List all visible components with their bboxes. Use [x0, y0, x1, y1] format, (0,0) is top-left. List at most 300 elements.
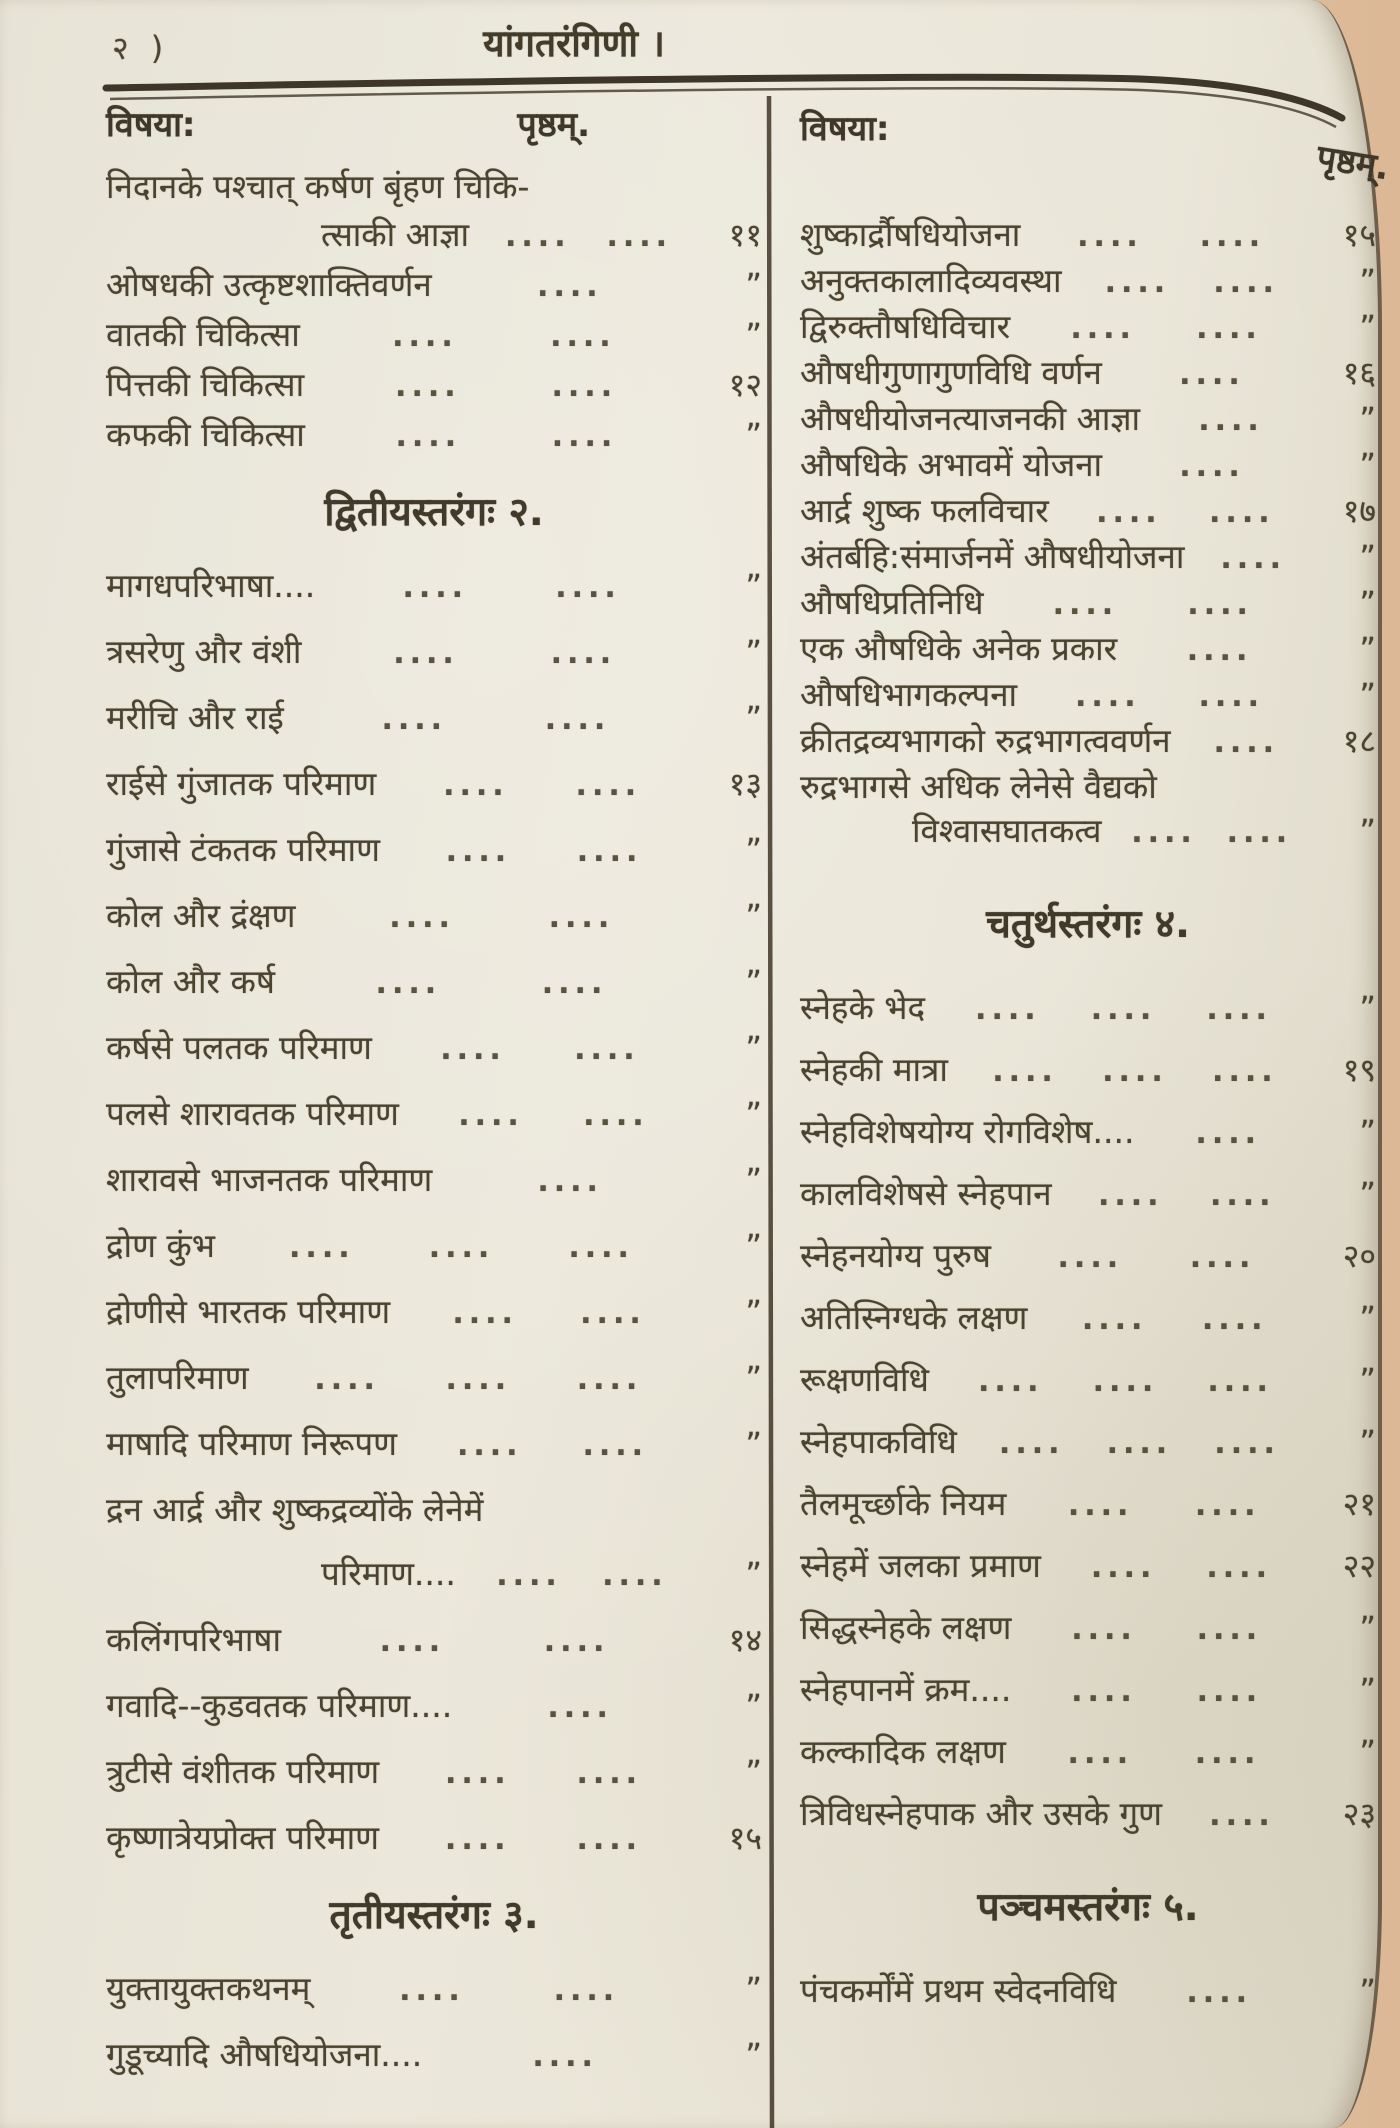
- leader-dots: ....: [1213, 265, 1279, 300]
- toc-entry: [800, 720, 1376, 764]
- dot-leader: [1052, 1175, 1322, 1217]
- entry-page-number: ”: [1359, 1972, 1376, 2010]
- dot-leader: [1011, 1609, 1322, 1651]
- leader-dots: ....: [1106, 1426, 1173, 1461]
- entry-page-number: ”: [1359, 812, 1376, 850]
- leader-dots: ....: [1209, 1798, 1275, 1833]
- dot-leader: [1049, 492, 1322, 534]
- dot-leader: [296, 895, 708, 941]
- leader-dots: ....: [1220, 541, 1286, 576]
- entry-title: स्नेहपानमें क्रम....: [800, 1670, 1012, 1709]
- leader-dots: ....: [532, 2039, 598, 2074]
- entry-page-number: ”: [745, 1555, 762, 1593]
- dot-leader: [948, 1051, 1322, 1093]
- dot-leader: [284, 697, 708, 743]
- subjects-heading: विषया:: [106, 105, 196, 145]
- entry-page-number: ”: [745, 1425, 762, 1463]
- entry-title: एक औषधिके अनेक प्रकार: [800, 629, 1118, 668]
- entry-page-number: ”: [1359, 400, 1376, 438]
- leader-dots: ....: [1186, 1975, 1252, 2010]
- dot-leader: [305, 414, 708, 460]
- entry-title: शारावसे भाजनतक परिमाण: [106, 1160, 433, 1199]
- dot-leader: [432, 1159, 708, 1205]
- dot-leader: [1011, 1671, 1322, 1713]
- entry-page-number: २०: [1342, 1237, 1376, 1275]
- leader-dots: ....: [1067, 1736, 1134, 1771]
- toc-entry: [106, 412, 762, 460]
- entry-page-number: ”: [745, 416, 762, 454]
- tarang-section-heading: पञ्चमस्तरंगः ५.: [977, 1885, 1199, 1930]
- toc-entry-wrapped-line: [800, 766, 1376, 808]
- dot-leader: [399, 1093, 708, 1139]
- entry-page-number: ”: [745, 1227, 762, 1265]
- toc-entry: [800, 444, 1376, 488]
- entry-page-number: १५: [728, 1819, 762, 1857]
- dot-leader: [275, 961, 708, 1007]
- leader-dots: ....: [550, 319, 616, 354]
- leader-dots: ....: [1097, 1178, 1164, 1213]
- toc-entry: [800, 674, 1376, 718]
- leader-dots: ....: [1092, 1364, 1159, 1399]
- toc-entry: [800, 306, 1376, 350]
- leader-dots: ....: [289, 1230, 355, 1265]
- entry-page-number: ”: [745, 699, 762, 737]
- toc-entry: [106, 629, 762, 677]
- dot-leader: [456, 1553, 708, 1599]
- leader-dots: ....: [537, 269, 603, 304]
- dot-leader: [372, 1027, 708, 1073]
- toc-entry: [106, 1025, 762, 1073]
- tarang-section-heading: द्वितीयस्तरंगः २.: [324, 490, 544, 535]
- leader-dots: ....: [389, 900, 455, 935]
- entry-title: पंचकर्मोंमें प्रथम स्वेदनविधि: [800, 1971, 1117, 2010]
- leader-dots: ....: [496, 1558, 562, 1593]
- toc-entry-wrapped-line: [106, 164, 762, 210]
- toc-entry: [800, 582, 1376, 626]
- leader-dots: ....: [1075, 679, 1141, 714]
- entry-page-number: ”: [1359, 538, 1376, 576]
- entry-page-number: ”: [1359, 262, 1376, 300]
- leader-dots: ....: [1209, 1178, 1276, 1213]
- leader-dots: ....: [551, 369, 618, 404]
- leader-dots: ....: [576, 1362, 643, 1397]
- entry-page-number: ”: [745, 2036, 762, 2074]
- entry-page-number: १३: [728, 765, 762, 803]
- dot-leader: [215, 1225, 708, 1271]
- page-number-heading: पृष्ठम्.: [1314, 137, 1393, 189]
- dot-leader: [380, 829, 708, 875]
- dot-leader: [281, 1619, 708, 1665]
- leader-dots: ....: [1071, 1612, 1137, 1647]
- toc-entry: [800, 214, 1376, 258]
- toc-column-right: [800, 104, 1393, 2032]
- entry-title: विश्वासघातकत्व: [912, 811, 1102, 850]
- dot-leader: [432, 264, 708, 310]
- entry-title: स्नेहनयोग्य पुरुष: [800, 1236, 991, 1275]
- leader-dots: ....: [1206, 992, 1272, 1027]
- entry-page-number: ”: [745, 1970, 762, 2008]
- entry-title: त्रसरेणु और वंशी: [106, 632, 302, 671]
- toc-entry: [800, 1421, 1376, 1465]
- toc-entry: [800, 1049, 1376, 1093]
- leader-dots: ....: [1096, 495, 1162, 530]
- entry-page-number: ”: [1359, 1671, 1376, 1709]
- dot-leader: [1162, 1795, 1322, 1837]
- entry-title: गुडूच्यादि औषधियोजना....: [106, 2035, 423, 2074]
- entry-title: वातकी चिकित्सा: [106, 315, 300, 354]
- leader-dots: ....: [1090, 992, 1157, 1027]
- toc-entry: [106, 312, 762, 360]
- entry-page-number: ”: [745, 266, 762, 304]
- entry-page-number: ”: [745, 897, 762, 935]
- entry-title: ओषधकी उत्कृष्टशाक्तिवर्णन: [106, 265, 432, 304]
- dot-leader: [390, 1291, 708, 1337]
- toc-entry: [800, 1545, 1376, 1589]
- entry-page-number: १६: [1342, 354, 1376, 392]
- leader-dots: ....: [1201, 1302, 1268, 1337]
- leader-dots: ....: [1213, 725, 1280, 760]
- entry-title: त्साकी आज्ञा: [321, 215, 470, 254]
- entry-title: द्रन आर्द्र और शुष्कद्रव्योंके लेनेमें: [106, 1490, 484, 1529]
- toc-entry: [106, 262, 762, 310]
- leader-dots: ....: [1189, 1240, 1256, 1275]
- entry-page-number: ”: [1359, 676, 1376, 714]
- toc-entry: [800, 1731, 1376, 1775]
- toc-entry: [106, 1289, 762, 1337]
- leader-dots: ....: [1194, 1736, 1261, 1771]
- toc-entry: [106, 362, 762, 410]
- tarang-section-heading: चतुर्थस्तरंगः ४.: [986, 902, 1190, 947]
- column-divider-rule: [769, 96, 772, 2128]
- toc-entry: [106, 1617, 762, 1665]
- leader-dots: ....: [1198, 679, 1265, 714]
- dot-leader: [1101, 812, 1322, 854]
- leader-dots: ....: [602, 1558, 668, 1593]
- toc-entry: [800, 260, 1376, 304]
- leader-dots: ....: [445, 1756, 511, 1791]
- leader-dots: ....: [998, 1426, 1065, 1461]
- dot-leader: [249, 1357, 708, 1403]
- dot-leader: [1017, 676, 1322, 718]
- dot-leader: [301, 631, 708, 677]
- leader-dots: ....: [1070, 311, 1136, 346]
- entry-page-number: ”: [745, 567, 762, 605]
- toc-entry: [800, 1111, 1376, 1155]
- dot-leader: [957, 1423, 1322, 1465]
- leader-dots: ....: [537, 1164, 603, 1199]
- leader-dots: ....: [555, 570, 621, 605]
- book-title: यांगतरंगिणी ।: [483, 22, 665, 65]
- toc-entry: [106, 1815, 762, 1863]
- leader-dots: ....: [399, 1973, 465, 2008]
- leader-dots: ....: [1212, 1054, 1278, 1089]
- entry-page-number: १८: [1342, 722, 1376, 760]
- leader-dots: ....: [445, 1362, 512, 1397]
- entry-title: पित्तकी चिकित्सा: [106, 365, 305, 404]
- entry-page-number: ”: [745, 316, 762, 354]
- dot-leader: [379, 1817, 708, 1863]
- toc-entry: [800, 490, 1376, 534]
- entry-title: कृष्णात्रेयप्रोक्त परिमाण: [106, 1818, 379, 1857]
- toc-entry: [800, 987, 1376, 1031]
- leader-dots: ....: [440, 1032, 506, 1067]
- entry-title: रुद्रभागसे अधिक लेनेसे वैद्यको: [800, 767, 1157, 806]
- leader-dots: ....: [314, 1362, 380, 1397]
- entry-page-number: ”: [745, 633, 762, 671]
- toc-entry: [106, 1421, 762, 1469]
- leader-dots: ....: [1187, 587, 1253, 622]
- entry-page-number: ”: [1359, 1609, 1376, 1647]
- toc-entry: [106, 1683, 762, 1731]
- entry-title: स्नेहपाकविधि: [800, 1422, 957, 1461]
- dot-leader: [1116, 1972, 1322, 2014]
- entry-title: गुंजासे टंकतक परिमाण: [106, 830, 380, 869]
- dot-leader: [1027, 1299, 1322, 1341]
- toc-entry: [106, 827, 762, 875]
- entry-page-number: १५: [1342, 216, 1376, 254]
- leader-dots: ....: [553, 1973, 620, 2008]
- entry-title: रूक्षणविधि: [800, 1360, 929, 1399]
- leader-dots: ....: [568, 1230, 634, 1265]
- leader-dots: ....: [1226, 815, 1293, 850]
- toc-entry: [106, 761, 762, 809]
- entry-title: कर्षसे पलतक परिमाण: [106, 1028, 372, 1067]
- toc-entry: [106, 695, 762, 743]
- leader-dots: ....: [452, 1296, 518, 1331]
- leader-dots: ....: [1090, 1550, 1157, 1585]
- entry-page-number: ”: [1359, 1423, 1376, 1461]
- subjects-heading: विषया:: [800, 109, 890, 149]
- leader-dots: ....: [445, 834, 512, 869]
- toc-entry: [106, 1966, 762, 2014]
- leader-dots: ....: [1179, 357, 1245, 392]
- dot-leader: [1184, 538, 1322, 580]
- entry-title: कफकी चिकित्सा: [106, 415, 305, 454]
- dot-leader: [1102, 446, 1322, 488]
- leader-dots: ....: [1102, 1054, 1168, 1089]
- leader-dots: ....: [379, 1624, 446, 1659]
- entry-title: सिद्धस्नेहके लक्षण: [800, 1608, 1012, 1647]
- toc-entry: [800, 1359, 1376, 1403]
- leader-dots: ....: [582, 1428, 649, 1463]
- toc-column-left: [106, 100, 762, 2098]
- toc-entry: [106, 893, 762, 941]
- entry-title: तुलापरिमाण: [106, 1358, 249, 1397]
- dot-leader: [925, 989, 1322, 1031]
- dot-leader: [1006, 1485, 1322, 1527]
- entry-title: औषधिके अभावमें योजना: [800, 445, 1103, 484]
- entry-title: औषधीगुणागुणविधि वर्णन: [800, 353, 1102, 392]
- entry-title: स्नेहके भेद: [800, 988, 925, 1027]
- entry-page-number: ”: [745, 1687, 762, 1725]
- leader-dots: ....: [541, 966, 608, 1001]
- leader-dots: ....: [1206, 1550, 1272, 1585]
- entry-title: स्नेहमें जलका प्रमाण: [800, 1546, 1041, 1585]
- entry-title: स्नेहविशेषयोग्य रोगविशेष....: [800, 1112, 1135, 1151]
- leader-dots: ....: [375, 966, 442, 1001]
- entry-title: शुष्कार्द्रौषधियोजना: [800, 215, 1021, 254]
- leader-dots: ....: [547, 1690, 613, 1725]
- leader-dots: ....: [975, 992, 1041, 1027]
- dot-leader: [452, 1685, 708, 1731]
- leader-dots: ....: [1198, 403, 1264, 438]
- entry-page-number: २३: [1342, 1795, 1376, 1833]
- entry-page-number: ”: [745, 1161, 762, 1199]
- entry-title: औषधीयोजनत्याजनकी आज्ञा: [800, 399, 1141, 438]
- entry-page-number: ”: [745, 963, 762, 1001]
- column-header: [800, 104, 1393, 189]
- entry-page-number: १७: [1342, 492, 1376, 530]
- leader-dots: ....: [606, 219, 673, 254]
- entry-page-number: ”: [1359, 1113, 1376, 1151]
- entry-title: मरीचि और राई: [106, 698, 284, 737]
- toc-entry-wrapped-line: [106, 1487, 762, 1533]
- leader-dots: ....: [1196, 1612, 1263, 1647]
- entry-page-number: ”: [745, 1293, 762, 1331]
- entry-title: क्रीतद्रव्यभागको रुद्रभागत्ववर्णन: [800, 721, 1171, 760]
- leader-dots: ....: [456, 1428, 523, 1463]
- entry-page-number: ”: [745, 1095, 762, 1133]
- entry-page-number: ”: [1359, 989, 1376, 1027]
- leader-dots: ....: [1195, 1116, 1262, 1151]
- dot-leader: [1020, 216, 1322, 258]
- dot-leader: [984, 584, 1322, 626]
- dot-leader: [1006, 1733, 1322, 1775]
- entry-page-number: ”: [1359, 1299, 1376, 1337]
- dot-leader: [422, 2034, 708, 2080]
- toc-entry: [800, 1297, 1376, 1341]
- dot-leader: [1102, 354, 1322, 396]
- entry-page-number: ”: [745, 831, 762, 869]
- entry-title: द्विरुक्तौषधिविचार: [800, 307, 1011, 346]
- leader-dots: ....: [1207, 1364, 1273, 1399]
- leader-dots: ....: [395, 419, 462, 454]
- leader-dots: ....: [1199, 219, 1266, 254]
- leader-dots: ....: [1131, 815, 1197, 850]
- leader-dots: ....: [1209, 495, 1275, 530]
- toc-entry: [800, 1970, 1376, 2014]
- toc-entry: [800, 1793, 1376, 1837]
- dot-leader: [929, 1361, 1322, 1403]
- entry-title: परिमाण....: [321, 1554, 456, 1593]
- entry-page-number: १४: [728, 1621, 762, 1659]
- entry-page-number: २२: [1342, 1547, 1376, 1585]
- toc-entry: [800, 628, 1376, 672]
- leader-dots: ....: [393, 636, 459, 671]
- entry-title: औषधिप्रतिनिधि: [800, 583, 984, 622]
- toc-entry: [106, 1355, 762, 1403]
- leader-dots: ....: [550, 636, 617, 671]
- entry-title: औषधिभागकल्पना: [800, 675, 1018, 714]
- toc-entry: [106, 563, 762, 611]
- entry-page-number: ”: [1359, 630, 1376, 668]
- tarang-section-heading: तृतीयस्तरंगः ३.: [329, 1893, 539, 1938]
- toc-entry: [800, 1235, 1376, 1279]
- toc-entry: [800, 1669, 1376, 1713]
- dot-leader: [310, 1968, 708, 2014]
- leader-dots: ....: [392, 319, 458, 354]
- leader-dots: ....: [548, 900, 615, 935]
- leader-dots: ....: [1077, 219, 1143, 254]
- toc-entry: [800, 810, 1376, 854]
- dot-leader: [991, 1237, 1322, 1279]
- toc-entry: [106, 1091, 762, 1139]
- entry-page-number: ”: [1359, 1733, 1376, 1771]
- entry-title: त्रुटीसे वंशीतक परिमाण: [106, 1752, 380, 1791]
- leader-dots: ....: [1071, 1674, 1137, 1709]
- entry-title: अंतर्बहि:संमार्जनमें औषधीयोजना: [800, 537, 1185, 576]
- column-header: [106, 100, 762, 146]
- dot-leader: [1062, 262, 1323, 304]
- entry-title: अतिस्निग्धके लक्षण: [800, 1298, 1028, 1337]
- entry-title: तैलमूर्च्छाके नियम: [800, 1484, 1007, 1523]
- toc-entry: [800, 1173, 1376, 1217]
- dot-leader: [1117, 630, 1322, 672]
- dot-leader: [304, 364, 708, 410]
- leader-dots: ....: [428, 1230, 495, 1265]
- leader-dots: ....: [1194, 1488, 1261, 1523]
- entry-title: कालविशेषसे स्नेहपान: [800, 1174, 1052, 1213]
- entry-page-number: ”: [1359, 1175, 1376, 1213]
- leader-dots: ....: [576, 834, 643, 869]
- entry-page-number: २१: [1342, 1485, 1376, 1523]
- leader-dots: ....: [1196, 311, 1262, 346]
- dot-leader: [1010, 308, 1322, 350]
- leader-dots: ....: [505, 219, 571, 254]
- leader-dots: ....: [575, 768, 642, 803]
- entry-title: कोल और द्रंक्षण: [106, 896, 296, 935]
- dot-leader: [397, 1423, 708, 1469]
- leader-dots: ....: [992, 1054, 1058, 1089]
- entry-title: निदानके पश्चात् कर्षण बृंहण चिकि-: [106, 167, 530, 206]
- leader-dots: ....: [443, 768, 509, 803]
- entry-title: राईसे गुंजातक परिमाण: [106, 764, 377, 803]
- entry-page-number: १९: [1342, 1051, 1376, 1089]
- entry-page-number: ”: [745, 1359, 762, 1397]
- entry-title: स्नेहकी मात्रा: [800, 1050, 948, 1089]
- leader-dots: ....: [574, 1032, 640, 1067]
- leader-dots: ....: [543, 1624, 610, 1659]
- toc-entry: [106, 2032, 762, 2080]
- entry-page-number: ”: [745, 1753, 762, 1791]
- entry-title: द्रोणीसे भारतक परिमाण: [106, 1292, 391, 1331]
- dot-leader: [300, 314, 708, 360]
- dot-leader: [376, 763, 708, 809]
- toc-entry: [800, 398, 1376, 442]
- leader-dots: ....: [395, 369, 461, 404]
- leader-dots: ....: [444, 1822, 511, 1857]
- dot-leader: [1041, 1547, 1322, 1589]
- toc-entry: [106, 1551, 762, 1599]
- entry-title: आर्द्र शुष्क फलविचार: [800, 491, 1049, 530]
- entry-title: कल्कादिक लक्षण: [800, 1732, 1006, 1771]
- leader-dots: ....: [1179, 449, 1245, 484]
- toc-entry: [800, 536, 1376, 580]
- leader-dots: ....: [1057, 1240, 1124, 1275]
- toc-entry: [106, 1157, 762, 1205]
- dot-leader: [1134, 1113, 1322, 1155]
- leader-dots: ....: [551, 419, 618, 454]
- entry-title: मागधपरिभाषा....: [106, 566, 316, 605]
- entry-title: गवादि--कुडवतक परिमाण....: [106, 1686, 453, 1725]
- leader-dots: ....: [583, 1098, 649, 1133]
- leader-dots: ....: [1067, 1488, 1134, 1523]
- entry-page-number: ”: [1359, 446, 1376, 484]
- toc-entry: [800, 352, 1376, 396]
- dot-leader: [1171, 722, 1322, 764]
- toc-entry: [800, 1483, 1376, 1527]
- leader-dots: ....: [1214, 1426, 1280, 1461]
